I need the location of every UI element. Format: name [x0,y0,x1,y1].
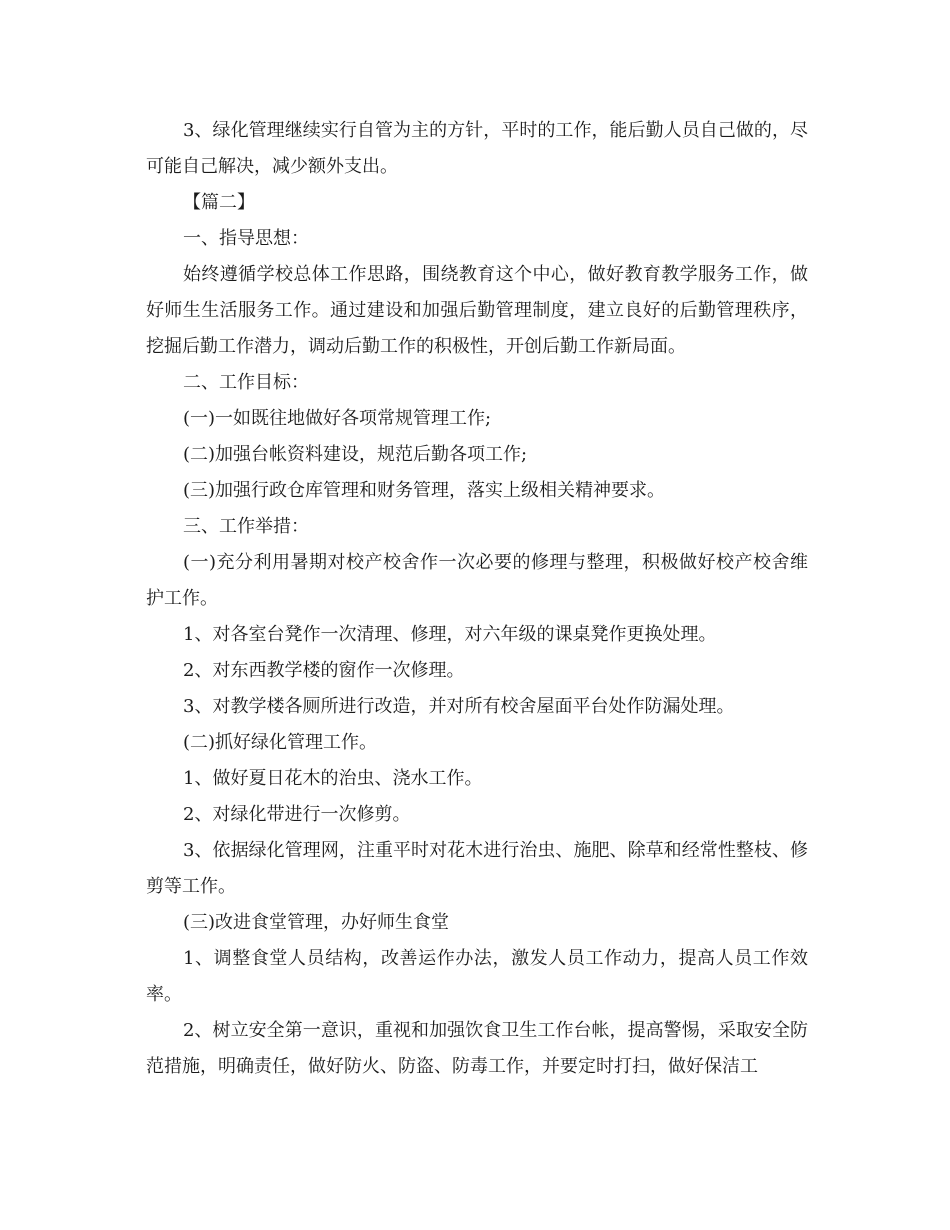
paragraph-greening-policy: 3、绿化管理继续实行自管为主的方针，平时的工作，能后勤人员自己做的，尽可能自己解决，减少额外支出。 [146,120,808,177]
measure-2-item-3: 3、依据绿化管理网，注重平时对花木进行治虫、施肥、除草和经常性整枝、修剪等工作。 [146,840,808,897]
measure-1-item-1: 1、对各室台凳作一次清理、修理，对六年级的课桌凳作更换处理。 [183,624,717,645]
measure-3-item-1: 1、调整食堂人员结构，改善运作办法，激发人员工作动力，提高人员工作效率。 [146,948,808,1005]
measure-3-item-2: 2、树立安全第一意识，重视和加强饮食卫生工作台帐，提高警惕，采取安全防范措施，明确责任，做好防火、防盗、防毒工作，并要定时打扫，做好保洁工 [146,1020,808,1077]
paragraph-guiding-ideology: 始终遵循学校总体工作思路，围绕教育这个中心，做好教育教学服务工作，做好师生生活服务工作。通过建设和加强后勤管理制度，建立良好的后勤管理秩序，挖掘后勤工作潜力，调动后勤工作的积极性，开创后勤工作新局面。 [146,264,808,357]
document-body [146,113,808,1085]
goal-item-1: (一)一如既往地做好各项常规管理工作; [183,408,492,429]
measure-1-item-3: 3、对教学楼各厕所进行改造，并对所有校舍屋面平台处作防漏处理。 [183,696,735,717]
measure-2-item-2: 2、对绿化带进行一次修剪。 [183,804,411,825]
measure-1-heading: (一)充分利用暑期对校产校舍作一次必要的修理与整理，积极做好校产校舍维护工作。 [146,552,808,609]
heading-guiding-ideology: 一、指导思想： [183,228,309,249]
measure-2-item-1: 1、做好夏日花木的治虫、浇水工作。 [183,768,483,789]
goal-item-2: (二)加强台帐资料建设，规范后勤各项工作; [183,444,528,465]
measure-3-heading: (三)改进食堂管理，办好师生食堂 [183,912,450,933]
measure-1-item-2: 2、对东西教学楼的窗作一次修理。 [183,660,465,681]
heading-work-measures: 三、工作举措： [183,516,309,537]
section-heading-part-two: 【篇二】 [183,192,255,213]
measure-2-heading: (二)抓好绿化管理工作。 [183,732,378,753]
heading-work-goals: 二、工作目标： [183,372,309,393]
goal-item-3: (三)加强行政仓库管理和财务管理，落实上级相关精神要求。 [183,480,666,501]
